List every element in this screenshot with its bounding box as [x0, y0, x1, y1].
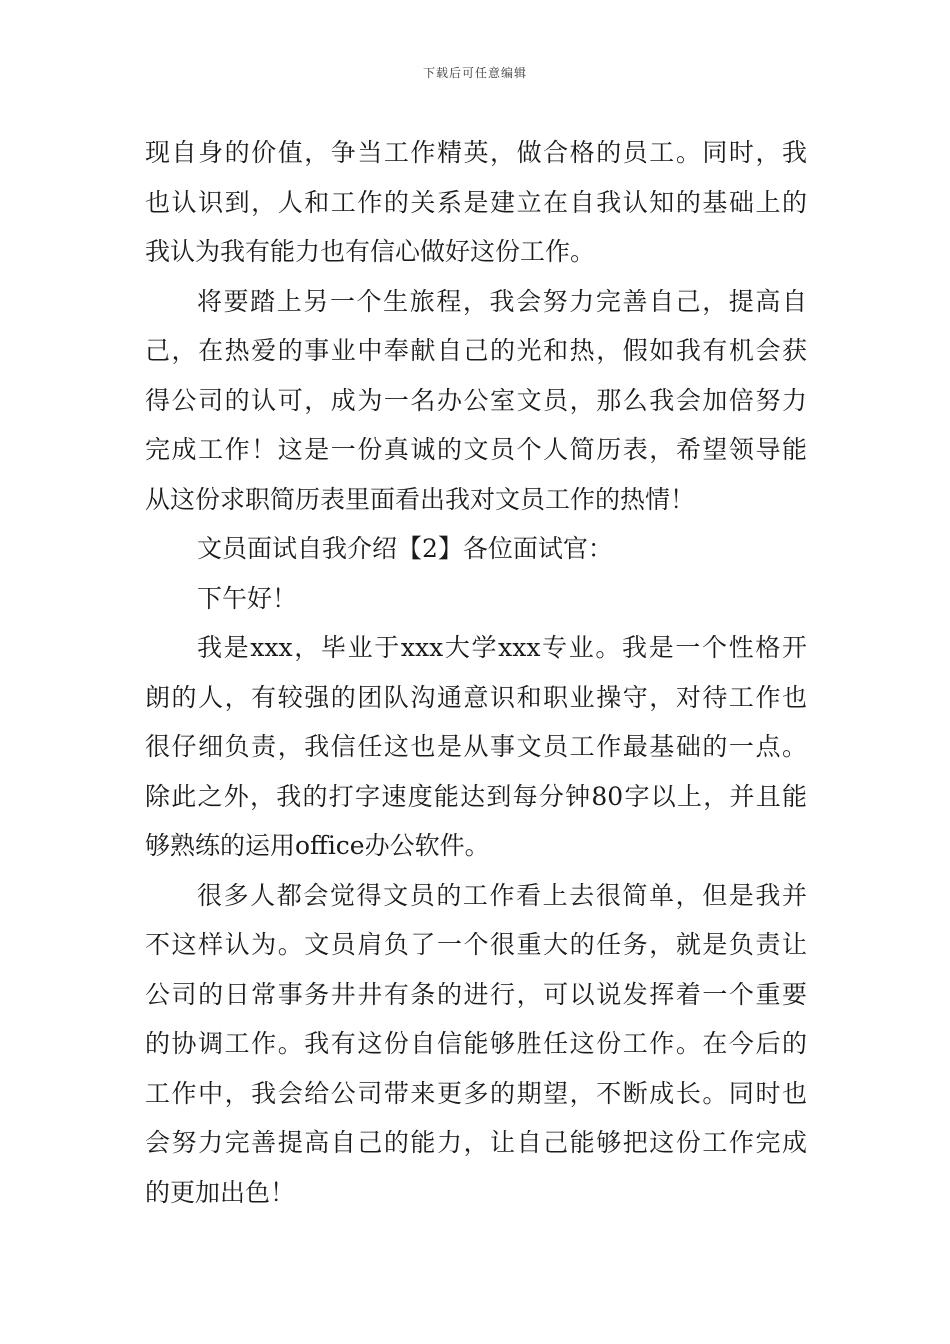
- text-line: 我是xxx，毕业于xxx大学xxx专业。我是一个性格开: [197, 633, 807, 662]
- text-line: 文员面试自我介绍【2】各位面试官：: [197, 534, 613, 563]
- section-heading: [145, 524, 807, 574]
- text-line: 的协调工作。我有这份自信能够胜任这份工作。在今后的: [145, 1029, 807, 1058]
- text-line: 我认为我有能力也有信心做好这份工作。: [145, 237, 596, 266]
- paragraph: [145, 871, 807, 1218]
- text-line: 除此之外，我的打字速度能达到每分钟80字以上，并且能: [145, 781, 807, 811]
- text-line: 完成工作！这是一份真诚的文员个人简历表，希望领导能: [145, 435, 807, 464]
- text-line: 的更加出色！: [145, 1177, 296, 1207]
- text-line: 会努力完善提高自己的能力，让自己能够把这份工作完成: [145, 1128, 807, 1157]
- text-line: 从这份求职简历表里面看出我对文员工作的热情！: [145, 484, 696, 514]
- text-line: 也认识到，人和工作的关系是建立在自我认知的基础上的: [145, 187, 807, 217]
- text-line: 将要踏上另一个生旅程，我会努力完善自己，提高自: [197, 286, 807, 316]
- text-line: 下午好！: [197, 583, 298, 613]
- text-line: 己，在热爱的事业中奉献自己的光和热，假如我有机会获: [145, 336, 807, 365]
- paragraph: [145, 128, 807, 277]
- text-line: 朗的人，有较强的团队沟通意识和职业操守，对待工作也: [145, 682, 807, 712]
- text-line: 得公司的认可，成为一名办公室文员，那么我会加倍努力: [145, 385, 807, 415]
- paragraph: [145, 277, 807, 525]
- paragraph: [145, 623, 807, 871]
- text-line: 很多人都会觉得文员的工作看上去很简单，但是我并: [197, 880, 807, 910]
- document-body: [145, 128, 807, 1217]
- text-line: 不这样认为。文员肩负了一个很重大的任务，就是负责让: [145, 930, 807, 959]
- text-line: 公司的日常事务井井有条的进行，可以说发挥着一个重要: [145, 979, 807, 1009]
- text-line: 够熟练的运用office办公软件。: [145, 831, 490, 860]
- text-line: 现自身的价值，争当工作精英，做合格的员工。同时，我: [145, 138, 807, 167]
- text-line: 工作中，我会给公司带来更多的期望，不断成长。同时也: [145, 1078, 807, 1108]
- greeting: [145, 574, 807, 624]
- text-line: 很仔细负责，我信任这也是从事文员工作最基础的一点。: [145, 732, 807, 761]
- page-header-note: 下载后可任意编辑: [422, 66, 527, 80]
